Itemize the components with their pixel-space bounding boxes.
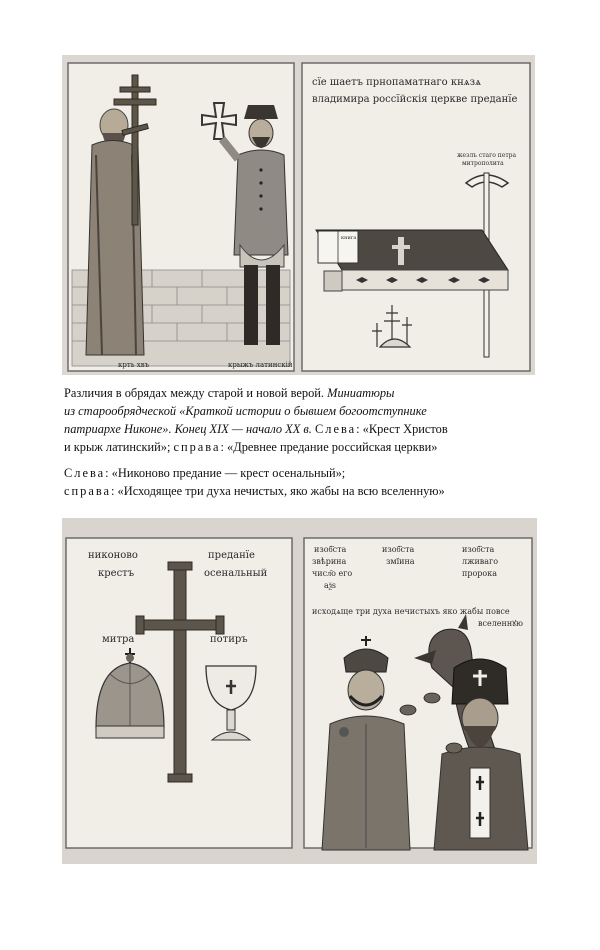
caption-top: [64, 384, 544, 456]
top-right-side-note-2: митрополита: [462, 160, 504, 167]
caption-top-line-3-spaced: Слева: [315, 422, 357, 436]
bottom-left-label-2a: преданїе: [208, 550, 255, 561]
bottom-right-label-3b: лживаго: [462, 557, 499, 566]
top-left-label-1: крть хвъ: [118, 361, 150, 369]
book-text: книга: [341, 235, 357, 241]
bottom-right-caption-1: исходѧще три духа нечистыхъ яко жабы повсе: [312, 607, 510, 616]
top-miniature-image: [62, 55, 535, 375]
caption-top-line-4-spaced: справа: [173, 440, 221, 454]
top-right-heading-1: сїе шаетъ прнопаматнаго кнѧзѧ: [312, 77, 482, 88]
bottom-miniature-plate: [62, 518, 537, 864]
caption-top-line-2: [64, 402, 544, 420]
bottom-right-label-2a: изоб҃ста: [382, 545, 415, 554]
bottom-right-label-3c: пророка: [462, 569, 497, 578]
caption-top-line-2-italic: из старообрядческой «Краткой истории о бывшем богоотступнике: [64, 404, 427, 418]
caption-middle-line-1-rest: : «Никоново предание — крест осенальный»;: [105, 466, 346, 480]
caption-middle-line-2-spaced: справа: [64, 484, 112, 498]
bottom-right-label-1b: звѣрина: [312, 557, 347, 566]
caption-middle: [64, 464, 544, 500]
bottom-right-label-1d: аѯѕ: [324, 581, 337, 590]
bottom-right-label-1c: числ҃о его: [312, 569, 353, 578]
top-miniature-plate: [62, 55, 535, 375]
top-right-heading-2: владимира россїйскія церкве преданїе: [312, 94, 518, 105]
open-book: [318, 231, 358, 263]
caption-top-line-4-b: : «Древнее предание российская церкви»: [220, 440, 438, 454]
caption-middle-line-1: [64, 464, 544, 482]
bottom-left-label-3: митра: [102, 634, 135, 645]
top-left-label-2: крыжъ латинскій: [228, 361, 293, 369]
caption-top-line-1-italic: Миниатюры: [327, 386, 395, 400]
caption-top-line-1-plain: Различия в обрядах между старой и новой верой.: [64, 386, 328, 400]
caption-middle-line-2: [64, 482, 544, 500]
bottom-left-label-2b: осенальный: [204, 568, 268, 579]
bottom-right-label-1a: изоб҃ста: [314, 545, 347, 554]
bottom-left-label-1a: никоново: [88, 550, 138, 561]
bottom-left-label-1b: крестъ: [98, 568, 135, 579]
bottom-left-label-4: потиръ: [210, 634, 248, 645]
bottom-right-label-2b: змїина: [386, 557, 415, 566]
bottom-right-label-3a: изоб҃ста: [462, 545, 495, 554]
bottom-miniature-image: [62, 518, 537, 864]
caption-middle-line-1-spaced: Слева: [64, 466, 106, 480]
caption-top-line-4: [64, 438, 544, 456]
caption-top-line-3-italic: патриархе Никоне». Конец XIX — начало XX в.: [64, 422, 312, 436]
caption-top-line-1: [64, 384, 544, 402]
caption-top-line-3-rest: : «Крест Христов: [356, 422, 448, 436]
caption-top-line-4-a: и крыж латинский»;: [64, 440, 174, 454]
caption-top-line-3: [64, 420, 544, 438]
bottom-right-caption-2: вселеннꙋю: [478, 619, 523, 628]
top-right-side-note-1: жезлъ стаго петра: [457, 152, 517, 159]
caption-middle-line-2-rest: : «Исходящее три духа нечистых, яко жабы на всю вселенную»: [111, 484, 445, 498]
